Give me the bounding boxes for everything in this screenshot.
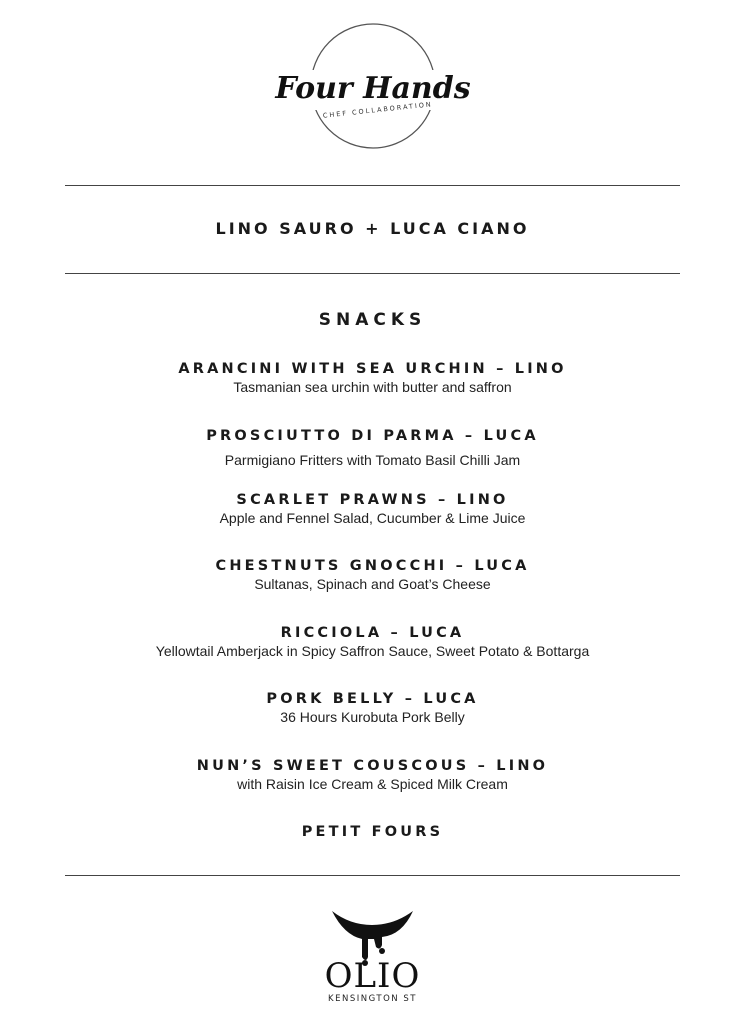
dish-name: PROSCIUTTO DI PARMA – LUCA (206, 428, 539, 444)
kensington-st-text: KENSINGTON ST (328, 994, 417, 1004)
dish-description: 36 Hours Kurobuta Pork Belly (280, 709, 465, 725)
dish-description: Yellowtail Amberjack in Spicy Saffron Sauce, Sweet Potato & Bottarga (155, 643, 590, 659)
divider-middle (65, 273, 680, 274)
chef-collaboration-text: CHEF COLLABORATION (322, 100, 434, 120)
dish-name: RICCIOLA – LUCA (280, 625, 465, 641)
divider-bottom (65, 875, 680, 876)
menu-item (0, 757, 745, 793)
dish-description: with Raisin Ice Cream & Spiced Milk Cream (237, 776, 508, 792)
dish-name: PETIT FOURS (301, 824, 444, 840)
dish-description: Tasmanian sea urchin with butter and saffron (233, 379, 512, 395)
four-hands-logo (275, 22, 471, 152)
dish-name: CHESTNUTS GNOCCHI – LUCA (215, 558, 530, 574)
olio-wordmark: OLIO (324, 956, 421, 996)
four-hands-script: Four Hands (275, 71, 471, 106)
menu-item (0, 624, 745, 660)
menu-item (0, 690, 745, 726)
dish-name: ARANCINI WITH SEA URCHIN – LINO (178, 361, 567, 377)
menu-item (0, 427, 745, 469)
dish-name: PORK BELLY – LUCA (266, 691, 479, 707)
chefs-heading: LINO SAURO + LUCA CIANO (215, 219, 530, 238)
dish-description: Sultanas, Spinach and Goat’s Cheese (254, 576, 491, 592)
section-title: SNACKS (318, 310, 427, 330)
menu-item (0, 823, 745, 841)
dish-name: SCARLET PRAWNS – LINO (236, 492, 509, 508)
olio-drip-icon (332, 911, 413, 960)
dish-description: Apple and Fennel Salad, Cucumber & Lime Juice (219, 510, 526, 526)
divider-top (65, 185, 680, 186)
menu-item (0, 491, 745, 527)
menu-item (0, 360, 745, 396)
dish-name: NUN’S SWEET COUSCOUS – LINO (196, 758, 549, 774)
olio-logo (310, 905, 435, 1017)
dish-description: Parmigiano Fritters with Tomato Basil Chilli Jam (224, 452, 521, 468)
menu-item (0, 557, 745, 593)
